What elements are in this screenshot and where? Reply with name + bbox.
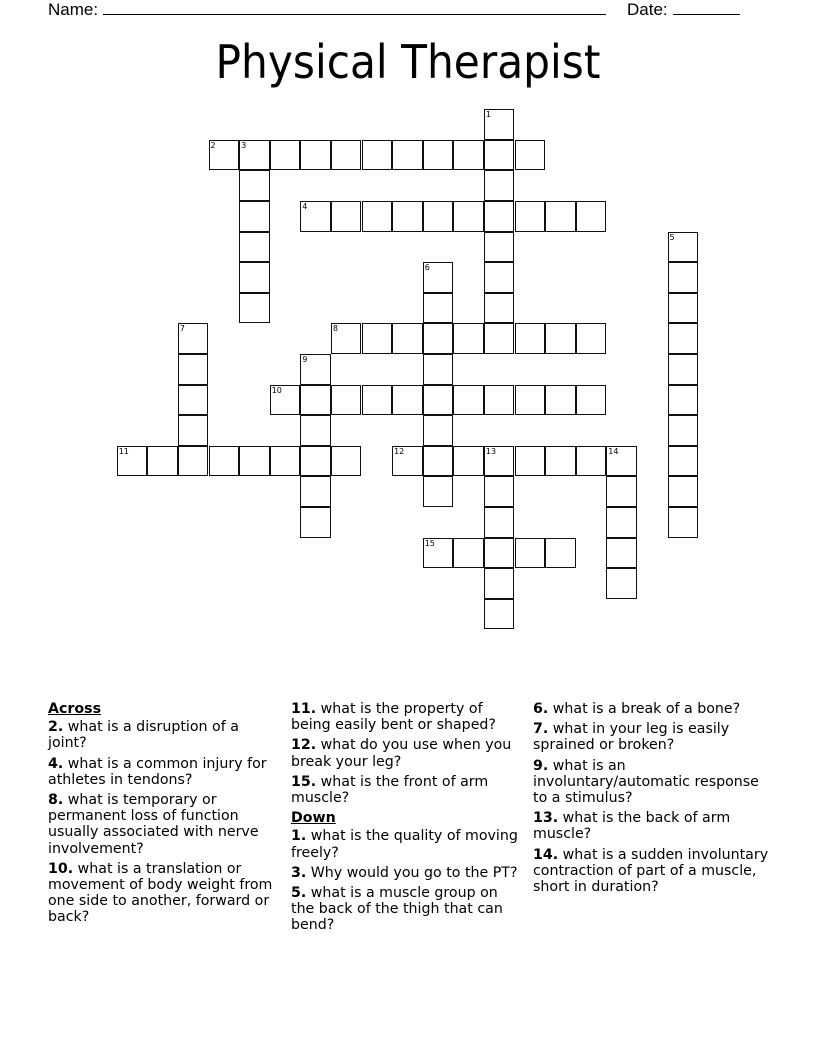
clue-number: 2.: [48, 719, 64, 736]
clue-number: 13.: [533, 810, 559, 827]
grid-cell[interactable]: [545, 385, 576, 416]
grid-cell[interactable]: [423, 385, 454, 416]
grid-cell[interactable]: [178, 354, 209, 385]
clue-number: 14.: [533, 846, 559, 863]
grid-cell[interactable]: [484, 262, 515, 293]
cell-number: 7: [179, 324, 185, 334]
clue-text: what is a disruption of a joint?: [48, 719, 239, 752]
grid-cell[interactable]: [392, 385, 423, 416]
grid-cell[interactable]: [270, 446, 301, 477]
clue-across-2: [48, 719, 278, 751]
grid-cell[interactable]: [484, 109, 515, 140]
grid-cell[interactable]: [300, 385, 331, 416]
grid-cell[interactable]: [453, 385, 484, 416]
grid-cell[interactable]: [300, 415, 331, 446]
grid-cell[interactable]: [300, 201, 331, 232]
cell-number: 10: [271, 385, 282, 395]
grid-cell[interactable]: [270, 140, 301, 171]
grid-cell[interactable]: [423, 538, 454, 569]
clues-column-1: [48, 701, 278, 930]
name-label: Name:: [48, 0, 99, 19]
clue-text: what is the front of arm muscle?: [291, 773, 489, 807]
grid-cell[interactable]: [392, 201, 423, 232]
clue-number: 11.: [291, 701, 317, 717]
grid-cell[interactable]: [545, 323, 576, 354]
grid-cell[interactable]: [484, 323, 515, 354]
grid-cell[interactable]: [300, 507, 331, 538]
cell-number: 8: [332, 324, 338, 334]
clue-number: 1.: [291, 828, 307, 845]
grid-cell[interactable]: [668, 476, 699, 507]
grid-cell[interactable]: [423, 415, 454, 446]
grid-cell[interactable]: [239, 140, 270, 171]
clue-number: 4.: [48, 755, 64, 772]
clue-text: what is a break of a bone?: [548, 701, 741, 717]
grid-cell[interactable]: [239, 262, 270, 293]
clue-text: what is a muscle group on the back of the thigh that can bend?: [291, 885, 503, 934]
grid-cell[interactable]: [515, 538, 546, 569]
cell-number: 5: [669, 232, 675, 242]
grid-cell[interactable]: [484, 293, 515, 324]
grid-cell[interactable]: [545, 201, 576, 232]
grid-cell[interactable]: [392, 323, 423, 354]
grid-cell[interactable]: [392, 140, 423, 171]
grid-cell[interactable]: [239, 201, 270, 232]
clue-across-12: [291, 737, 523, 769]
clue-across-10: [48, 861, 278, 926]
cell-number: 13: [485, 446, 497, 456]
page-title: Physical Therapist: [215, 35, 601, 89]
clue-number: 5.: [291, 885, 307, 902]
grid-cell[interactable]: [423, 323, 454, 354]
grid-cell[interactable]: [484, 446, 515, 477]
grid-cell[interactable]: [362, 385, 393, 416]
grid-cell[interactable]: [239, 293, 270, 324]
grid-cell[interactable]: [515, 446, 546, 477]
cell-number: 3: [241, 140, 247, 150]
clue-text: what in your leg is easily sprained or broken?: [533, 721, 730, 754]
grid-cell[interactable]: [453, 323, 484, 354]
grid-cell[interactable]: [484, 201, 515, 232]
grid-cell[interactable]: [576, 201, 607, 232]
clue-across-4: [48, 756, 278, 788]
grid-cell[interactable]: [423, 293, 454, 324]
grid-cell[interactable]: [178, 323, 209, 354]
clue-down-14: [533, 847, 773, 896]
grid-cell[interactable]: [362, 201, 393, 232]
grid-cell[interactable]: [484, 507, 515, 538]
grid-cell[interactable]: [484, 538, 515, 569]
grid-cell[interactable]: [300, 476, 331, 507]
clues-column-3: [533, 701, 773, 899]
grid-cell[interactable]: [423, 140, 454, 171]
clue-text: what is an involuntary/automatic response to a stimulus?: [533, 757, 759, 807]
clue-down-6: [533, 701, 773, 717]
grid-cell[interactable]: [147, 446, 178, 477]
cell-number: 14: [608, 446, 619, 456]
grid-cell[interactable]: [668, 354, 699, 385]
cell-number: 9: [302, 355, 308, 364]
grid-cell[interactable]: [331, 385, 362, 416]
clue-text: what is a common injury for athletes in tendons?: [48, 755, 267, 788]
grid-cell[interactable]: [423, 476, 454, 507]
clue-text: what is a translation or movement of body weight from one side to another, forward or back?: [48, 860, 273, 926]
grid-cell[interactable]: [576, 446, 607, 477]
grid-cell[interactable]: [453, 201, 484, 232]
grid-cell[interactable]: [453, 538, 484, 569]
grid-cell[interactable]: [331, 201, 362, 232]
grid-cell[interactable]: [300, 354, 331, 385]
grid-cell[interactable]: [606, 568, 637, 599]
grid-cell[interactable]: [484, 140, 515, 171]
clue-text: what is a sudden involuntary contraction of part of a muscle, short in duration?: [533, 846, 769, 896]
cell-number: 11: [118, 446, 129, 456]
clue-down-13: [533, 810, 773, 842]
clue-number: 15.: [291, 773, 317, 790]
grid-cell[interactable]: [668, 293, 699, 324]
grid-cell[interactable]: [484, 476, 515, 507]
grid-cell[interactable]: [178, 385, 209, 416]
grid-cell[interactable]: [484, 170, 515, 201]
grid-cell[interactable]: [300, 140, 331, 171]
clue-across-11: [291, 701, 523, 733]
grid-cell[interactable]: [576, 385, 607, 416]
cell-number: 15: [424, 538, 435, 548]
clues-column-2: [291, 701, 523, 938]
grid-cell[interactable]: [331, 323, 362, 354]
grid-cell[interactable]: [515, 201, 546, 232]
clue-number: 9.: [533, 757, 549, 774]
grid-cell[interactable]: [453, 140, 484, 171]
grid-cell[interactable]: [668, 415, 699, 446]
clue-down-7: [533, 721, 773, 753]
clue-text: what is the property of being easily bent or shaped?: [291, 701, 496, 734]
clue-text: what is temporary or permanent loss of function usually associated with nerve involvement?: [48, 792, 259, 857]
grid-cell[interactable]: [576, 323, 607, 354]
clue-text: what is the back of arm muscle?: [533, 810, 731, 843]
clue-down-9: [533, 758, 773, 807]
grid-cell[interactable]: [423, 354, 454, 385]
cell-number: 12: [394, 446, 405, 456]
grid-cell[interactable]: [423, 201, 454, 232]
grid-cell[interactable]: [209, 140, 240, 171]
grid-cell[interactable]: [423, 446, 454, 477]
clue-down-3: [291, 865, 523, 881]
grid-cell[interactable]: [117, 446, 148, 477]
grid-cell[interactable]: [668, 323, 699, 354]
grid-cell[interactable]: [331, 140, 362, 171]
clue-number: 12.: [291, 737, 317, 754]
grid-cell[interactable]: [270, 385, 301, 416]
grid-cell[interactable]: [606, 476, 637, 507]
grid-cell[interactable]: [668, 385, 699, 416]
cell-number: 4: [302, 202, 308, 211]
grid-cell[interactable]: [331, 446, 362, 477]
clue-down-5: [291, 885, 523, 934]
grid-cell[interactable]: [668, 507, 699, 538]
grid-cell[interactable]: [239, 232, 270, 263]
clue-number: 6.: [533, 701, 549, 717]
grid-cell[interactable]: [484, 599, 515, 630]
clue-across-8: [48, 792, 278, 857]
grid-cell[interactable]: [178, 415, 209, 446]
across-heading: Across: [48, 701, 102, 717]
clue-text: what is the quality of moving freely?: [291, 828, 518, 861]
grid-cell[interactable]: [362, 140, 393, 171]
grid-cell[interactable]: [545, 446, 576, 477]
grid-cell[interactable]: [484, 568, 515, 599]
grid-cell[interactable]: [606, 538, 637, 569]
grid-cell[interactable]: [606, 446, 637, 477]
clue-number: 7.: [533, 721, 549, 738]
grid-cell[interactable]: [668, 262, 699, 293]
grid-cell[interactable]: [239, 170, 270, 201]
grid-cell[interactable]: [515, 140, 546, 171]
cell-number: 2: [210, 140, 216, 150]
grid-cell[interactable]: [423, 262, 454, 293]
cell-number: 6: [424, 263, 430, 273]
clue-across-15: [291, 774, 523, 806]
clue-down-1: [291, 828, 523, 860]
grid-cell[interactable]: [515, 385, 546, 416]
grid-cell[interactable]: [300, 446, 331, 477]
clue-text: Why would you go to the PT?: [306, 864, 518, 881]
down-heading: Down: [291, 810, 336, 827]
clue-number: 3.: [291, 864, 307, 881]
date-label: Date:: [627, 0, 668, 19]
clue-number: 10.: [48, 860, 74, 877]
grid-cell[interactable]: [545, 538, 576, 569]
grid-cell[interactable]: [484, 232, 515, 263]
clue-number: 8.: [48, 792, 64, 809]
grid-cell[interactable]: [606, 507, 637, 538]
grid-cell[interactable]: [668, 232, 699, 263]
grid-cell[interactable]: [209, 446, 240, 477]
grid-cell[interactable]: [362, 323, 393, 354]
clue-text: what do you use when you break your leg?: [291, 737, 512, 770]
grid-cell[interactable]: [515, 323, 546, 354]
cell-number: 1: [485, 110, 491, 120]
grid-cell[interactable]: [453, 446, 484, 477]
grid-cell[interactable]: [392, 446, 423, 477]
grid-cell[interactable]: [178, 446, 209, 477]
grid-cell[interactable]: [668, 446, 699, 477]
grid-cell[interactable]: [239, 446, 270, 477]
grid-cell[interactable]: [484, 385, 515, 416]
